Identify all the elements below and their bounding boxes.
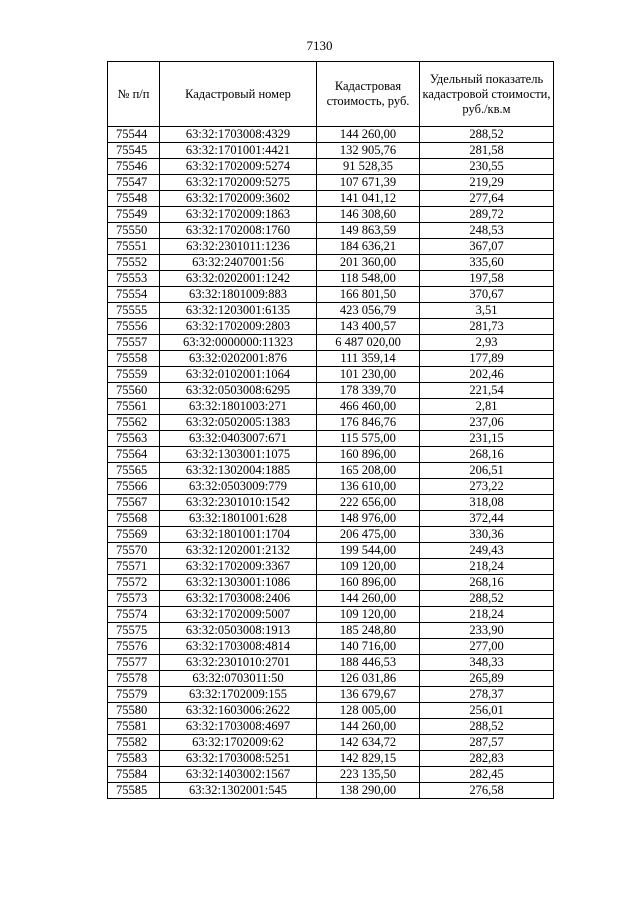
cadastral-value-cell: 165 208,00	[317, 463, 420, 479]
cadastral-value-cell: 222 656,00	[317, 495, 420, 511]
specific-value-cell: 370,67	[420, 287, 554, 303]
cadastral-value-cell: 146 308,60	[317, 207, 420, 223]
specific-value-cell: 3,51	[420, 303, 554, 319]
cadastral-number-cell: 63:32:1702009:2803	[160, 319, 317, 335]
cadastral-number-cell: 63:32:0503008:1913	[160, 623, 317, 639]
specific-value-cell: 202,46	[420, 367, 554, 383]
cadastral-number-cell: 63:32:1303001:1075	[160, 447, 317, 463]
cadastral-number-cell: 63:32:1702009:5275	[160, 175, 317, 191]
specific-value-cell: 367,07	[420, 239, 554, 255]
row-number-cell: 75565	[108, 463, 160, 479]
specific-value-cell: 2,81	[420, 399, 554, 415]
cadastral-value-table	[107, 61, 554, 799]
specific-value-cell: 281,58	[420, 143, 554, 159]
specific-value-cell: 237,06	[420, 415, 554, 431]
table-body	[108, 127, 554, 799]
row-number-cell: 75546	[108, 159, 160, 175]
row-number-cell: 75579	[108, 687, 160, 703]
row-number-cell: 75578	[108, 671, 160, 687]
row-number-cell: 75570	[108, 543, 160, 559]
table-row	[108, 543, 554, 559]
cadastral-value-cell: 126 031,86	[317, 671, 420, 687]
cadastral-number-cell: 63:32:0202001:1242	[160, 271, 317, 287]
row-number-cell: 75580	[108, 703, 160, 719]
row-number-cell: 75574	[108, 607, 160, 623]
row-number-cell: 75550	[108, 223, 160, 239]
cadastral-number-cell: 63:32:1801001:628	[160, 511, 317, 527]
cadastral-number-cell: 63:32:1702009:1863	[160, 207, 317, 223]
cadastral-number-cell: 63:32:0503008:6295	[160, 383, 317, 399]
table-row	[108, 559, 554, 575]
cadastral-value-cell: 223 135,50	[317, 767, 420, 783]
cadastral-number-cell: 63:32:1603006:2622	[160, 703, 317, 719]
table-header	[108, 62, 554, 127]
specific-value-cell: 230,55	[420, 159, 554, 175]
cadastral-value-cell: 142 634,72	[317, 735, 420, 751]
table-row	[108, 335, 554, 351]
cadastral-number-cell: 63:32:2301010:2701	[160, 655, 317, 671]
row-number-cell: 75547	[108, 175, 160, 191]
specific-value-cell: 276,58	[420, 783, 554, 799]
cadastral-number-cell: 63:32:1302004:1885	[160, 463, 317, 479]
row-number-cell: 75555	[108, 303, 160, 319]
specific-value-cell: 233,90	[420, 623, 554, 639]
row-number-cell: 75583	[108, 751, 160, 767]
specific-value-cell: 219,29	[420, 175, 554, 191]
table-row	[108, 207, 554, 223]
table-row	[108, 735, 554, 751]
row-number-cell: 75549	[108, 207, 160, 223]
specific-value-cell: 288,52	[420, 719, 554, 735]
cadastral-value-cell: 201 360,00	[317, 255, 420, 271]
cadastral-number-cell: 63:32:1702009:62	[160, 735, 317, 751]
specific-value-cell: 288,52	[420, 127, 554, 143]
cadastral-number-cell: 63:32:1702009:5007	[160, 607, 317, 623]
specific-value-cell: 289,72	[420, 207, 554, 223]
cadastral-number-cell: 63:32:1703008:4814	[160, 639, 317, 655]
row-number-cell: 75573	[108, 591, 160, 607]
table-row	[108, 175, 554, 191]
cadastral-number-cell: 63:32:1403002:1567	[160, 767, 317, 783]
cadastral-number-cell: 63:32:1702009:3367	[160, 559, 317, 575]
cadastral-value-cell: 138 290,00	[317, 783, 420, 799]
table-row	[108, 575, 554, 591]
cadastral-value-cell: 160 896,00	[317, 575, 420, 591]
table-row	[108, 383, 554, 399]
row-number-cell: 75552	[108, 255, 160, 271]
row-number-cell: 75567	[108, 495, 160, 511]
specific-value-cell: 335,60	[420, 255, 554, 271]
table-row	[108, 287, 554, 303]
cadastral-value-cell: 206 475,00	[317, 527, 420, 543]
row-number-cell: 75568	[108, 511, 160, 527]
specific-value-cell: 2,93	[420, 335, 554, 351]
cadastral-value-cell: 115 575,00	[317, 431, 420, 447]
table-row	[108, 703, 554, 719]
specific-value-cell: 278,37	[420, 687, 554, 703]
table-row	[108, 239, 554, 255]
specific-value-cell: 221,54	[420, 383, 554, 399]
cadastral-value-cell: 132 905,76	[317, 143, 420, 159]
cadastral-value-cell: 111 359,14	[317, 351, 420, 367]
row-number-cell: 75557	[108, 335, 160, 351]
cadastral-number-cell: 63:32:1702009:155	[160, 687, 317, 703]
table-row	[108, 767, 554, 783]
specific-value-cell: 282,83	[420, 751, 554, 767]
cadastral-value-cell: 148 976,00	[317, 511, 420, 527]
cadastral-value-cell: 128 005,00	[317, 703, 420, 719]
specific-value-cell: 348,33	[420, 655, 554, 671]
cadastral-number-cell: 63:32:1801009:883	[160, 287, 317, 303]
table-row	[108, 527, 554, 543]
table-row	[108, 687, 554, 703]
cadastral-number-cell: 63:32:1703008:4329	[160, 127, 317, 143]
table-row	[108, 591, 554, 607]
cadastral-value-cell: 91 528,35	[317, 159, 420, 175]
table-row	[108, 255, 554, 271]
specific-value-cell: 330,36	[420, 527, 554, 543]
cadastral-value-cell: 109 120,00	[317, 559, 420, 575]
cadastral-value-cell: 136 610,00	[317, 479, 420, 495]
cadastral-number-cell: 63:32:2301010:1542	[160, 495, 317, 511]
row-number-cell: 75584	[108, 767, 160, 783]
cadastral-number-cell: 63:32:1703008:4697	[160, 719, 317, 735]
cadastral-value-cell: 144 260,00	[317, 591, 420, 607]
cadastral-number-cell: 63:32:1302001:545	[160, 783, 317, 799]
cadastral-value-cell: 136 679,67	[317, 687, 420, 703]
cadastral-value-cell: 101 230,00	[317, 367, 420, 383]
header-row	[108, 62, 554, 127]
cadastral-value-cell: 466 460,00	[317, 399, 420, 415]
specific-value-cell: 231,15	[420, 431, 554, 447]
cadastral-value-cell: 144 260,00	[317, 719, 420, 735]
specific-value-cell: 197,58	[420, 271, 554, 287]
row-number-cell: 75558	[108, 351, 160, 367]
cadastral-number-cell: 63:32:0102001:1064	[160, 367, 317, 383]
cadastral-value-cell: 188 446,53	[317, 655, 420, 671]
cadastral-value-cell: 142 829,15	[317, 751, 420, 767]
cadastral-number-cell: 63:32:2301011:1236	[160, 239, 317, 255]
cadastral-number-cell: 63:32:1202001:2132	[160, 543, 317, 559]
cadastral-number-cell: 63:32:1702008:1760	[160, 223, 317, 239]
header-row-number: № п/п	[108, 62, 160, 127]
row-number-cell: 75556	[108, 319, 160, 335]
cadastral-number-cell: 63:32:1702009:5274	[160, 159, 317, 175]
specific-value-cell: 282,45	[420, 767, 554, 783]
row-number-cell: 75553	[108, 271, 160, 287]
specific-value-cell: 288,52	[420, 591, 554, 607]
header-cadastral-value: Кадастровая стоимость, руб.	[317, 62, 420, 127]
cadastral-number-cell: 63:32:0703011:50	[160, 671, 317, 687]
table-row	[108, 351, 554, 367]
specific-value-cell: 268,16	[420, 447, 554, 463]
specific-value-cell: 277,64	[420, 191, 554, 207]
table-row	[108, 127, 554, 143]
row-number-cell: 75581	[108, 719, 160, 735]
specific-value-cell: 218,24	[420, 559, 554, 575]
page-number: 7130	[306, 38, 333, 53]
row-number-cell: 75554	[108, 287, 160, 303]
row-number-cell: 75544	[108, 127, 160, 143]
specific-value-cell: 318,08	[420, 495, 554, 511]
cadastral-value-cell: 199 544,00	[317, 543, 420, 559]
table-row	[108, 367, 554, 383]
table-row	[108, 655, 554, 671]
cadastral-value-cell: 184 636,21	[317, 239, 420, 255]
row-number-cell: 75569	[108, 527, 160, 543]
table-row	[108, 159, 554, 175]
table-row	[108, 495, 554, 511]
specific-value-cell: 287,57	[420, 735, 554, 751]
cadastral-value-cell: 178 339,70	[317, 383, 420, 399]
table-row	[108, 463, 554, 479]
row-number-cell: 75548	[108, 191, 160, 207]
specific-value-cell: 218,24	[420, 607, 554, 623]
row-number-cell: 75571	[108, 559, 160, 575]
cadastral-value-cell: 185 248,80	[317, 623, 420, 639]
cadastral-value-cell: 109 120,00	[317, 607, 420, 623]
table-row	[108, 303, 554, 319]
cadastral-value-cell: 144 260,00	[317, 127, 420, 143]
table-row	[108, 447, 554, 463]
specific-value-cell: 281,73	[420, 319, 554, 335]
cadastral-value-cell: 423 056,79	[317, 303, 420, 319]
row-number-cell: 75566	[108, 479, 160, 495]
row-number-cell: 75564	[108, 447, 160, 463]
specific-value-cell: 256,01	[420, 703, 554, 719]
table-row	[108, 751, 554, 767]
specific-value-cell: 268,16	[420, 575, 554, 591]
row-number-cell: 75572	[108, 575, 160, 591]
cadastral-number-cell: 63:32:1801001:1704	[160, 527, 317, 543]
cadastral-value-cell: 107 671,39	[317, 175, 420, 191]
cadastral-number-cell: 63:32:1703008:2406	[160, 591, 317, 607]
cadastral-number-cell: 63:32:0000000:11323	[160, 335, 317, 351]
specific-value-cell: 372,44	[420, 511, 554, 527]
specific-value-cell: 265,89	[420, 671, 554, 687]
cadastral-value-cell: 166 801,50	[317, 287, 420, 303]
row-number-cell: 75585	[108, 783, 160, 799]
row-number-cell: 75577	[108, 655, 160, 671]
cadastral-value-cell: 149 863,59	[317, 223, 420, 239]
cadastral-number-cell: 63:32:1303001:1086	[160, 575, 317, 591]
specific-value-cell: 177,89	[420, 351, 554, 367]
row-number-cell: 75582	[108, 735, 160, 751]
cadastral-number-cell: 63:32:1701001:4421	[160, 143, 317, 159]
specific-value-cell: 249,43	[420, 543, 554, 559]
table-row	[108, 431, 554, 447]
table-row	[108, 607, 554, 623]
row-number-cell: 75575	[108, 623, 160, 639]
specific-value-cell: 273,22	[420, 479, 554, 495]
cadastral-value-cell: 141 041,12	[317, 191, 420, 207]
cadastral-value-cell: 118 548,00	[317, 271, 420, 287]
table-row	[108, 719, 554, 735]
table-row	[108, 223, 554, 239]
cadastral-value-cell: 140 716,00	[317, 639, 420, 655]
cadastral-number-cell: 63:32:0503009:779	[160, 479, 317, 495]
cadastral-number-cell: 63:32:1203001:6135	[160, 303, 317, 319]
table-row	[108, 479, 554, 495]
specific-value-cell: 277,00	[420, 639, 554, 655]
row-number-cell: 75576	[108, 639, 160, 655]
row-number-cell: 75560	[108, 383, 160, 399]
cadastral-number-cell: 63:32:1702009:3602	[160, 191, 317, 207]
row-number-cell: 75545	[108, 143, 160, 159]
cadastral-number-cell: 63:32:1703008:5251	[160, 751, 317, 767]
cadastral-value-cell: 6 487 020,00	[317, 335, 420, 351]
row-number-cell: 75551	[108, 239, 160, 255]
cadastral-value-cell: 160 896,00	[317, 447, 420, 463]
table-row	[108, 671, 554, 687]
cadastral-number-cell: 63:32:1801003:271	[160, 399, 317, 415]
cadastral-number-cell: 63:32:0502005:1383	[160, 415, 317, 431]
row-number-cell: 75562	[108, 415, 160, 431]
table-row	[108, 415, 554, 431]
cadastral-value-cell: 143 400,57	[317, 319, 420, 335]
row-number-cell: 75563	[108, 431, 160, 447]
table-row	[108, 623, 554, 639]
header-specific-value: Удельный показатель кадастровой стоимости, руб./кв.м	[420, 62, 554, 127]
table-row	[108, 319, 554, 335]
table-row	[108, 783, 554, 799]
table-row	[108, 639, 554, 655]
table-row	[108, 191, 554, 207]
cadastral-value-cell: 176 846,76	[317, 415, 420, 431]
cadastral-number-cell: 63:32:2407001:56	[160, 255, 317, 271]
specific-value-cell: 206,51	[420, 463, 554, 479]
row-number-cell: 75561	[108, 399, 160, 415]
header-cadastral-number: Кадастровый номер	[160, 62, 317, 127]
cadastral-number-cell: 63:32:0202001:876	[160, 351, 317, 367]
cadastral-number-cell: 63:32:0403007:671	[160, 431, 317, 447]
table-row	[108, 143, 554, 159]
table-row	[108, 271, 554, 287]
row-number-cell: 75559	[108, 367, 160, 383]
table-row	[108, 511, 554, 527]
specific-value-cell: 248,53	[420, 223, 554, 239]
table-row	[108, 399, 554, 415]
